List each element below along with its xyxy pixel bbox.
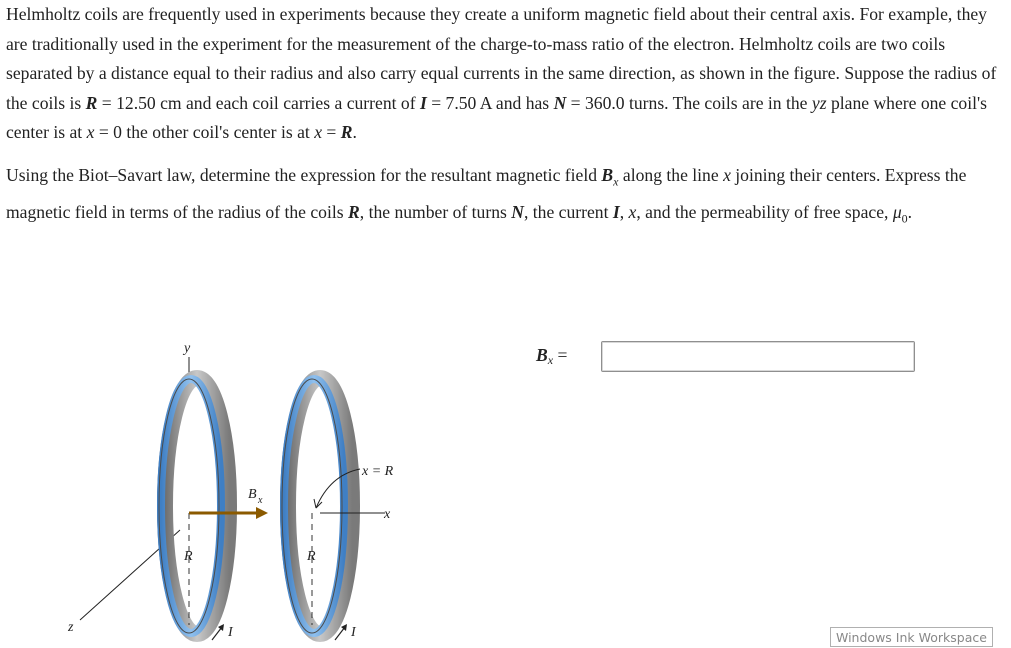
text-segment: Using the Biot–Savart law, determine the expression for the resultant magnetic field <box>6 164 602 185</box>
answer-label <box>536 345 567 368</box>
answer-label-equals: = <box>553 345 568 365</box>
current-label-left: I <box>228 625 233 640</box>
x-equals-r-label: x = R <box>362 464 394 479</box>
radius-label-right: R <box>307 549 316 564</box>
bx-label: B <box>248 487 257 502</box>
text-segment: = 0 the other coil's center is at <box>94 122 315 142</box>
var-B: B <box>601 164 614 185</box>
text-segment: . <box>352 122 357 142</box>
text-segment: Helmholtz coils are frequently used in experiments because they create a uniform magnetic field about their central axis. For example, they are traditionally used in the experiment for the measurement of the charge-to-mass ratio of the electron. Helmholtz coils are two coils separated by a distance equal to their radius and also carry equal currents in the same direction, as shown in the figure. Suppose the radius of the coils is <box>6 4 997 113</box>
var-I: I <box>419 92 427 113</box>
left-coil <box>159 378 229 634</box>
text-segment: , the current <box>523 202 613 223</box>
var-B-subscript: x <box>613 174 619 189</box>
var-x: x <box>723 164 731 185</box>
bx-label-subscript: x <box>258 495 263 506</box>
text-segment: = <box>322 122 341 142</box>
var-x: x <box>314 122 322 142</box>
text-segment: plane where one coil's center is at <box>6 92 988 142</box>
problem-paragraph-2 <box>6 160 1008 235</box>
var-R: R <box>348 202 360 223</box>
answer-label-subscript: x <box>547 353 554 367</box>
var-mu-subscript: 0 <box>901 211 908 226</box>
y-axis-label: y <box>184 341 191 356</box>
var-mu: μ <box>892 202 902 223</box>
answer-label-b: B <box>536 345 548 365</box>
var-x: x <box>86 122 95 142</box>
text-segment: , and the permeability of free space, <box>636 202 893 223</box>
problem-text <box>6 0 1008 235</box>
x-axis-label: x <box>384 507 391 522</box>
problem-paragraph-1 <box>6 0 1008 148</box>
answer-input[interactable] <box>601 341 915 372</box>
windows-ink-workspace-button[interactable]: Windows Ink Workspace <box>830 627 993 647</box>
radius-label-left: R <box>184 549 193 564</box>
var-x: x <box>628 202 637 223</box>
var-N: N <box>553 92 567 113</box>
current-arrowhead-left <box>218 624 224 631</box>
bx-arrowhead <box>256 507 268 519</box>
z-axis-label: z <box>68 620 74 635</box>
var-R: R <box>85 92 98 113</box>
var-yz: yz <box>811 92 827 113</box>
var-N: N <box>511 202 524 223</box>
var-R: R <box>340 122 353 142</box>
text-segment: along the line <box>618 164 724 185</box>
current-arrowhead-right <box>341 624 347 631</box>
text-segment: joining their centers. Express the magnetic field in terms of the radius of the coils <box>6 164 967 223</box>
text-segment: = 12.50 cm and each coil carries a current of <box>97 92 420 113</box>
text-segment: , the number of turns <box>359 202 512 223</box>
text-segment: , <box>619 202 629 223</box>
var-I: I <box>612 202 620 223</box>
text-segment: = 360.0 turns. The coils are in the <box>566 92 812 113</box>
helmholtz-coils-figure <box>60 335 430 647</box>
text-segment: = 7.50 A and has <box>426 92 554 113</box>
text-segment: . <box>907 202 913 223</box>
current-label-right: I <box>351 625 356 640</box>
